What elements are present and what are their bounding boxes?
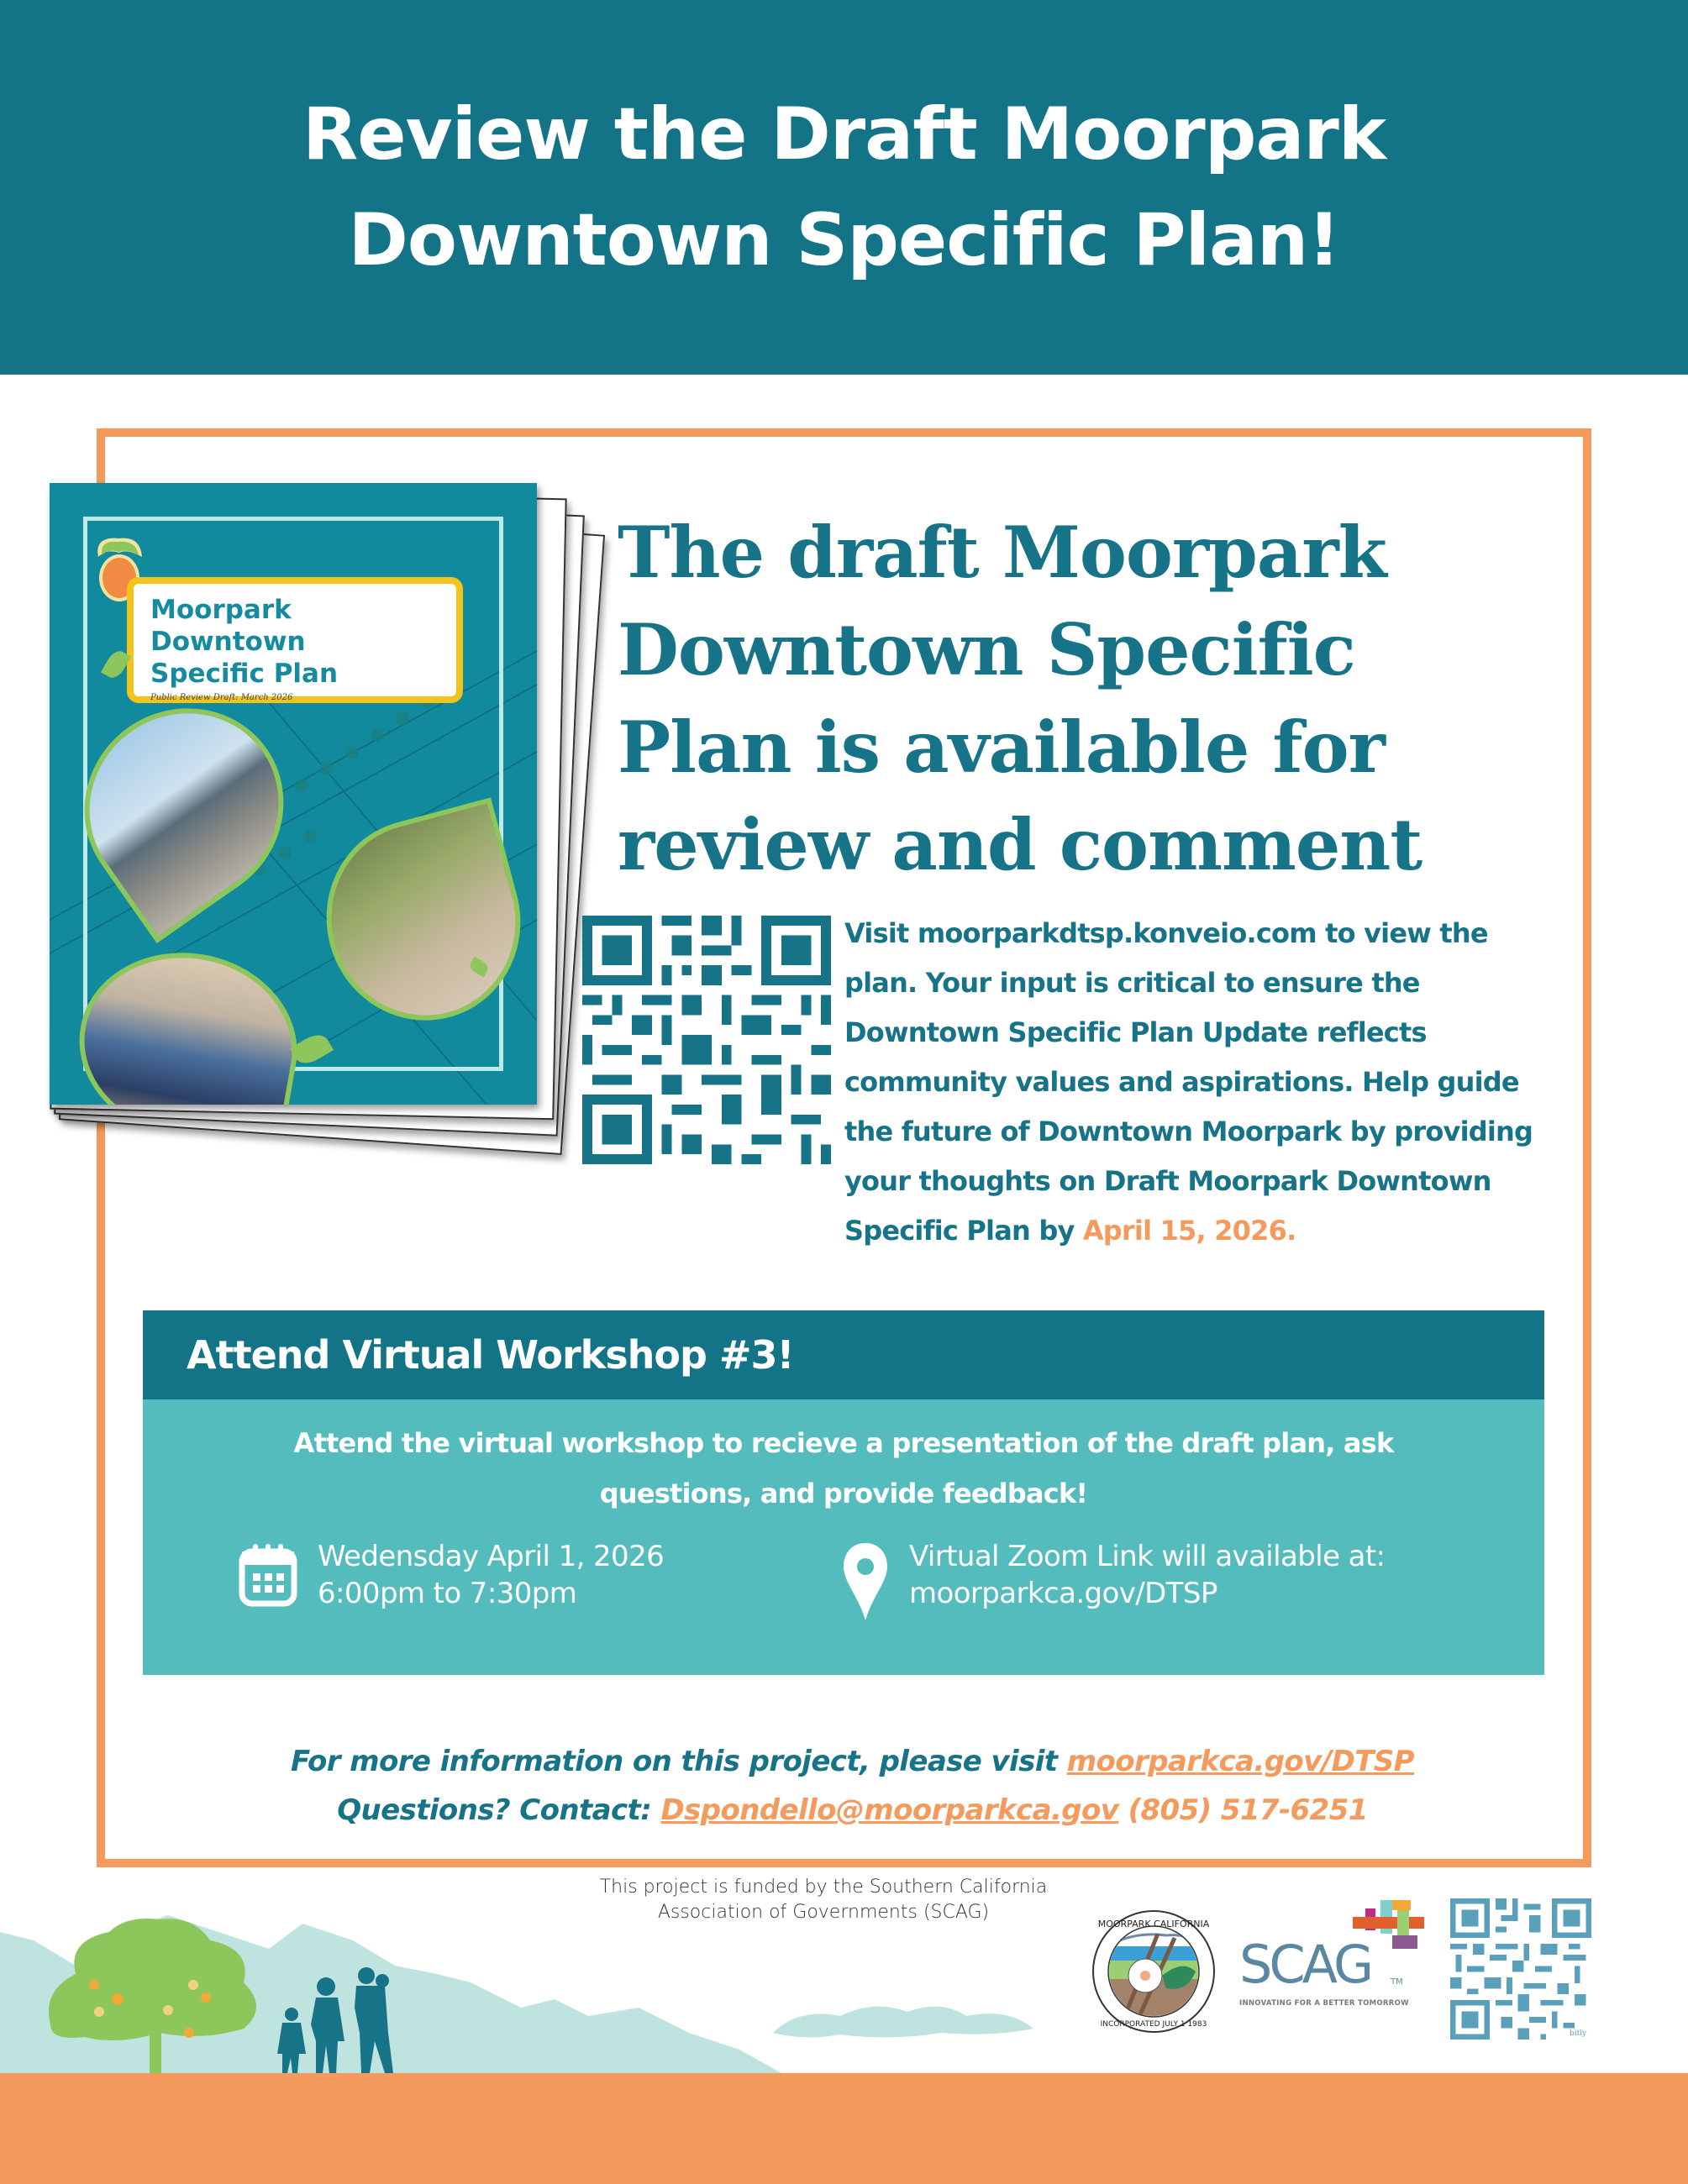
moorpark-city-seal-icon (1091, 1908, 1217, 2034)
cover-title (150, 594, 439, 690)
page-title-line-2: Downtown Specific Plan! (348, 198, 1340, 282)
workshop-location-line: Virtual Zoom Link will available at: (909, 1540, 1386, 1573)
page-title-line-1: Review the Draft Moorpark (302, 92, 1386, 176)
headline-line-2: Downtown Specific (618, 608, 1355, 691)
workshop-date-text (318, 1538, 664, 1612)
workshop-section (143, 1310, 1544, 1675)
workshop-body (143, 1399, 1544, 1675)
funding-note (538, 1875, 1109, 1925)
workshop-date (239, 1538, 664, 1612)
seal-top-text: MOORPARK CALIFORNIA (1097, 1919, 1210, 1929)
funding-line-1: This project is funded by the Southern California (599, 1877, 1048, 1898)
scag-trademark: TM (1391, 1977, 1403, 1987)
cover-title-line-2: Specific Plan (150, 659, 339, 689)
funding-line-2: Association of Governments (SCAG) (657, 1902, 990, 1923)
workshop-location-link[interactable]: moorparkca.gov/DTSP (909, 1577, 1217, 1610)
more-info-prefix: For more information on this project, please visit (290, 1745, 1067, 1778)
ground-band (0, 2073, 1688, 2184)
scag-wordmark: SCAG (1239, 1934, 1371, 1995)
more-info (97, 1737, 1608, 1835)
location-pin-icon (842, 1541, 889, 1622)
cover-title-box (127, 577, 463, 703)
page-title (302, 81, 1386, 293)
headline-line-1: The draft Moorpark (618, 511, 1386, 594)
more-info-line (97, 1737, 1608, 1786)
project-website-link[interactable]: moorparkca.gov/DTSP (1066, 1745, 1414, 1778)
plan-cover-image (46, 483, 609, 1172)
workshop-header (143, 1310, 1544, 1399)
headline-line-3: Plan is available for (618, 706, 1385, 789)
qr-code-plan-icon[interactable] (582, 916, 831, 1164)
workshop-location-text (909, 1538, 1385, 1612)
review-deadline: April 15, 2026. (1082, 1215, 1296, 1247)
workshop-description: Attend the virtual workshop to recieve a presentation of the draft plan, ask questions, and provide feedback! (293, 1427, 1394, 1509)
intro-text: Visit moorparkdtsp.konveio.com to view the plan. Your input is critical to ensure the Downtown Specific Plan Update reflects community values and aspirations. Help guide the future of Downtown Moorpark by providing your thoughts on Draft Moorpark Downtown Specific Plan by (844, 917, 1533, 1247)
cover-subtitle: Public Review Draft: March 2026 (150, 693, 293, 702)
seal-bottom-text: INCORPORATED JULY 1 1983 (1100, 2020, 1207, 2029)
workshop-location (842, 1538, 1385, 1622)
workshop-title: Attend Virtual Workshop #3! (187, 1332, 794, 1378)
workshop-date-line: Wedensday April 1, 2026 (318, 1540, 665, 1573)
bitly-label: bitly (1570, 2029, 1587, 2038)
contact-email-link[interactable]: Dspondello@moorparkca.gov (660, 1793, 1119, 1827)
headline-line-4: review and comment (618, 803, 1422, 886)
contact-line (97, 1786, 1608, 1835)
headline (618, 504, 1542, 894)
top-banner (0, 0, 1688, 375)
contact-prefix: Questions? Contact: (337, 1793, 661, 1827)
qr-code-bitly-icon[interactable] (1450, 1898, 1591, 2040)
cover-title-line-1: Moorpark Downtown (150, 595, 306, 657)
scag-logo (1239, 1900, 1449, 2018)
plan-cover (50, 483, 537, 1105)
calendar-icon (239, 1541, 297, 1607)
scag-tagline: INNOVATING FOR A BETTER TOMORROW (1239, 1999, 1409, 2008)
contact-phone: (805) 517-6251 (1118, 1793, 1368, 1827)
workshop-time-line: 6:00pm to 7:30pm (318, 1577, 577, 1610)
intro-paragraph (844, 909, 1542, 1256)
